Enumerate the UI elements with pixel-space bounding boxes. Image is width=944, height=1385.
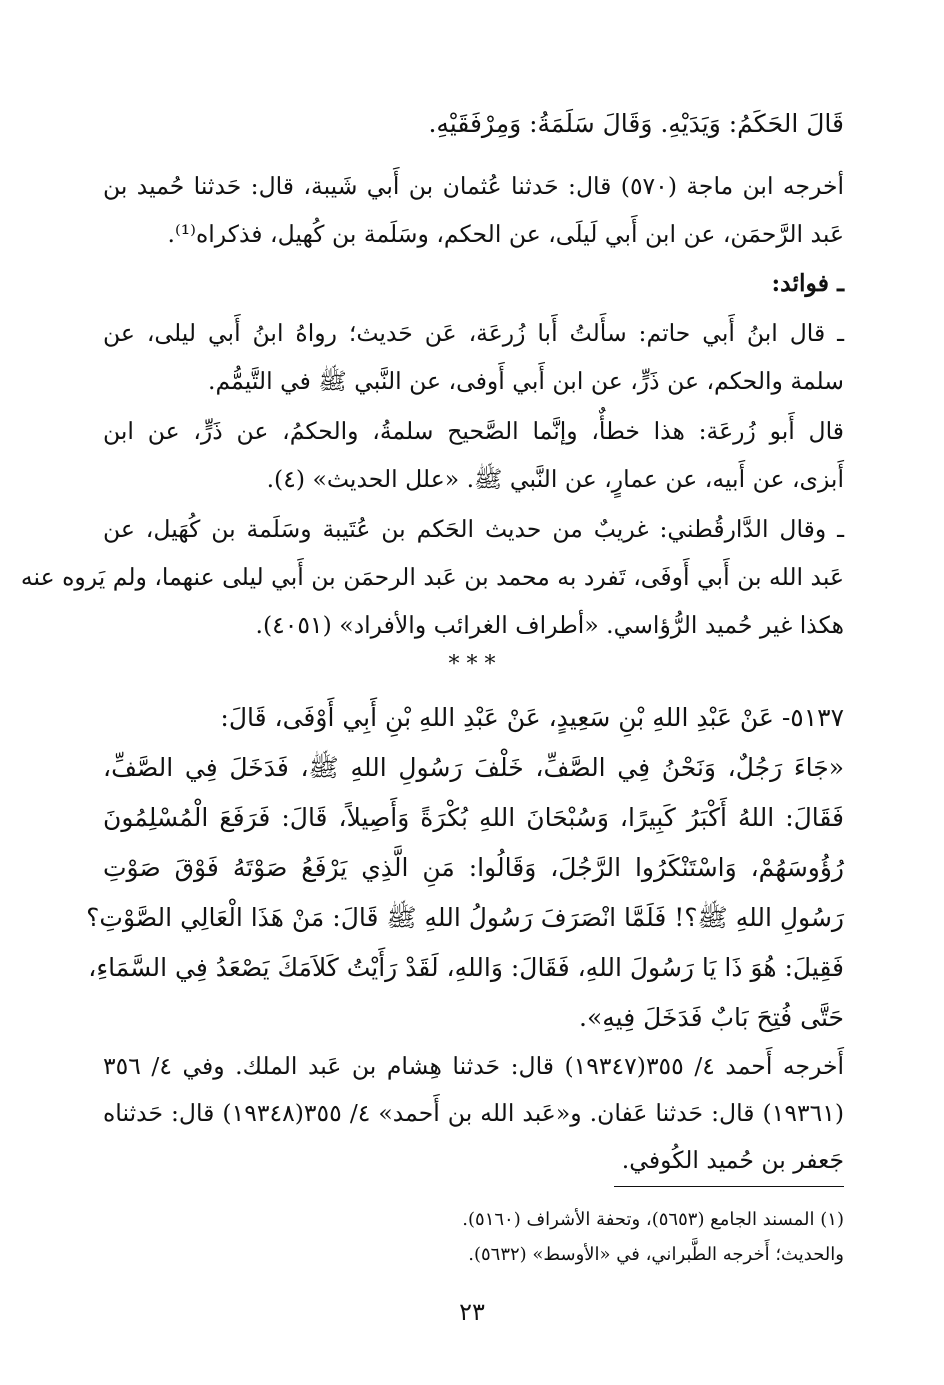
text-line-7: قال أَبو زُرعَة: هذا خطأٌ، وإنَّما الصَّحيح سلمةُ، والحكمُ، عن ذَرٍّ، عن ابن	[103, 417, 844, 445]
hadith-number-line: ٥١٣٧- عَنْ عَبْدِ اللهِ بْنِ سَعِيدٍ، عَنْ عَبْدِ اللهِ بْنِ أَبِي أَوْفَى، قَالَ:	[220, 703, 844, 732]
hadith-line-2: فَقَالَ: اللهُ أَكْبَرُ كَبِيرًا، وَسُبْحَانَ اللهِ بُكْرَةً وَأَصِيلاً، قَالَ: فَرَفَعَ الْمُسْلِمُونَ	[103, 803, 844, 832]
takhrij-line-2: (١٩٣٦١) قال: حَدثنا عَفان. و«عَبد الله بن أَحمد» ٤/ ٣٥٥(١٩٣٤٨) قال: حَدثناه	[103, 1099, 845, 1127]
hadith-line-5: فَقِيلَ: هُوَ ذَا يَا رَسُولَ اللهِ، فَقَالَ: وَاللهِ، لَقَدْ رَأَيْتُ كَلاَمَكَ يَصْعَدُ فِي السَّمَاءِ،	[88, 953, 844, 982]
page-number: ٢٣	[459, 1298, 485, 1326]
text-line-11: هكذا غير حُميد الرُّؤاسي. «أطراف الغرائب والأفراد» (٤٠٥١).	[255, 611, 844, 639]
footnote-rule	[614, 1186, 844, 1187]
text-line-5: ـ قال ابنُ أَبي حاتم: سأَلتُ أَبا زُرعَة، عَن حَديث؛ رواهُ ابنُ أَبي ليلى، عن	[103, 319, 844, 347]
section-separator: * * *	[448, 652, 496, 677]
text-line-3: عَبد الرَّحمَن، عن ابن أَبي لَيلَى، عن الحكم، وسَلَمة بن كُهيل، فذكراه⁽¹⁾.	[167, 220, 844, 248]
text-line-10: عَبد الله بن أَبي أَوفَى، تَفرد به محمد بن عَبد الرحمَن بن أَبي ليلى عنهما، ولم يَروه عنه	[20, 563, 844, 591]
text-line-9: ـ وقال الدَّارقُطني: غريبٌ من حديث الحَكم بن عُتَيبة وسَلَمة بن كُهَيل، عن	[103, 515, 844, 543]
takhrij-line-1: أَخرجه أَحمد ٤/ ٣٥٥(١٩٣٤٧) قال: حَدثنا هِشام بن عَبد الملك. وفي ٤/ ٣٥٦	[103, 1052, 845, 1080]
hadith-line-4: رَسُولِ اللهِ ﷺ؟! فَلَمَّا انْصَرَفَ رَسُولُ اللهِ ﷺ قَالَ: مَنْ هَذَا الْعَالِي الصَّوْتِ؟	[86, 903, 844, 932]
footnote-2: والحديث؛ أَخرجه الطَّبراني، في «الأوسط» (٥٦٣٢).	[468, 1244, 844, 1265]
takhrij-line-3: جَعفر بن حُميد الكُوفي.	[621, 1146, 844, 1174]
text-line-1: قَالَ الحَكَمُ: وَيَدَيْهِ. وَقَالَ سَلَمَةُ: وَمِرْفَقَيْهِ.	[428, 109, 844, 138]
hadith-line-1: «جَاءَ رَجُلٌ، وَنَحْنُ فِي الصَّفِّ، خَلْفَ رَسُولِ اللهِ ﷺ، فَدَخَلَ فِي الصَّفِّ،	[103, 753, 844, 782]
hadith-line-6: حَتَّى فُتِحَ بَابٌ فَدَخَلَ فِيهِ».	[579, 1003, 844, 1032]
fawaid-heading: ـ فوائد:	[771, 269, 844, 297]
text-line-6: سلمة والحكم، عن ذَرٍّ، عن ابن أَبي أَوفى، عن النَّبي ﷺ في التَّيمُّم.	[208, 367, 844, 395]
text-line-8: أَبزى، عن أَبيه، عن عمارٍ، عن النَّبي ﷺ. «علل الحديث» (٤).	[266, 465, 844, 493]
footnote-1: (١) المسند الجامع (٥٦٥٣)، وتحفة الأشراف (٥١٦٠).	[462, 1209, 844, 1230]
text-line-2: أخرجه ابن ماجة (٥٧٠) قال: حَدثنا عُثمان بن أَبي شَيبة، قال: حَدثنا حُميد بن	[103, 172, 844, 200]
hadith-line-3: رُؤُوسَهُمْ، وَاسْتَنْكَرُوا الرَّجُلَ، وَقَالُوا: مَنِ الَّذِي يَرْفَعُ صَوْتَهُ فَوْقَ صَوْتِ	[103, 853, 844, 882]
